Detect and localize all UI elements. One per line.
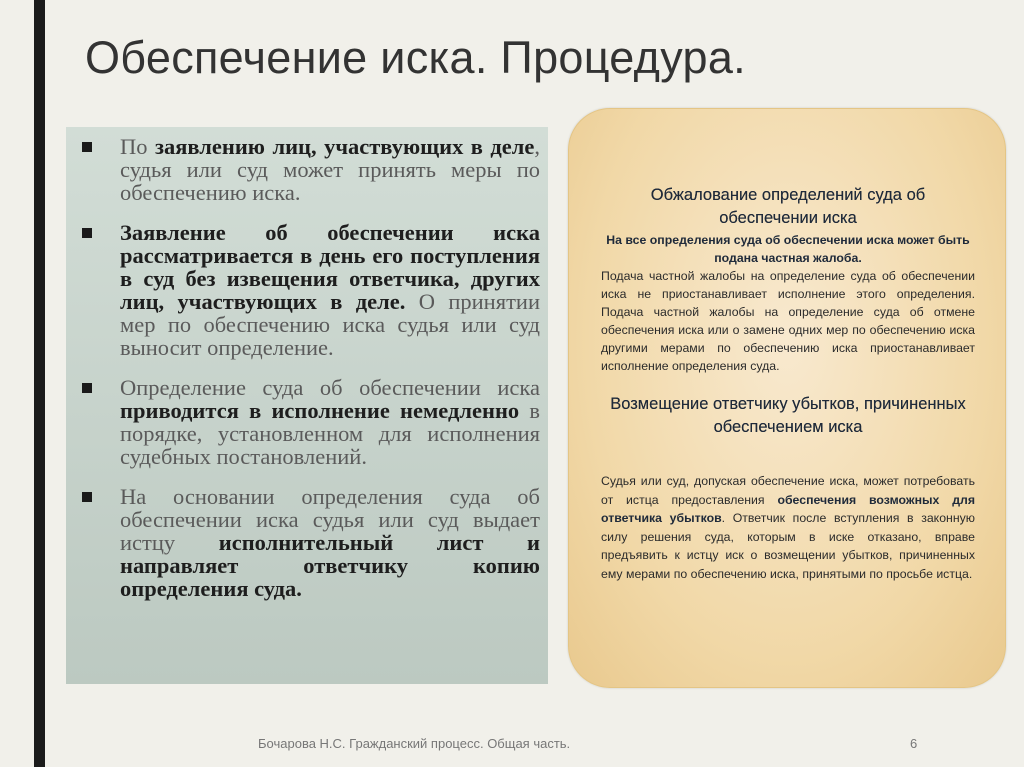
bullet-text: О принятии мер по обеспечению иска судья или суд выносит определение. bbox=[120, 289, 540, 360]
bullet-item bbox=[80, 485, 540, 600]
bullet-text-bold: Заявление об обеспечении иска рассматривается в день его поступления в суд без извещения ответчика, других лиц, участвующих в деле. bbox=[120, 220, 540, 314]
square-bullet-icon bbox=[82, 228, 92, 238]
square-bullet-icon bbox=[82, 383, 92, 393]
square-bullet-icon bbox=[82, 142, 92, 152]
damages-text bbox=[601, 472, 975, 583]
page-number: 6 bbox=[910, 736, 918, 751]
footer-text: Бочарова Н.С. Гражданский процесс. Общая часть. bbox=[258, 736, 571, 751]
damages-text-part-c: . Ответчик после вступления в законную силу решения суда, которым в иске отказано, вправе предъявить к истцу иск о возмещении убытков, причиненных ему мерами по обеспечению иска, принятыми по просьбе истца. bbox=[601, 511, 975, 581]
bullet-text-bold: приводится в исполнение немедленно bbox=[120, 398, 520, 423]
left-accent-bar bbox=[34, 0, 45, 767]
square-bullet-icon bbox=[82, 492, 92, 502]
appeal-heading: Обжалование определений суда об обеспечении иска bbox=[650, 186, 926, 227]
right-info-panel bbox=[568, 108, 1006, 688]
damages-text-part-a: Судья или суд, допуская обеспечение иска, может потребовать от истца предоставления bbox=[601, 474, 975, 507]
bullet-text: По bbox=[120, 134, 155, 159]
appeal-text: Подача частной жалобы на определение суда об обеспечении иска не приостанавливает исполнение этого определения. Подача частной жалобы на определение суда об отмене обеспечения иска или о замене одних мер по обеспечению иска другими мерами по обеспечению иска приостанавливает исполнение определения суда. bbox=[601, 269, 975, 373]
damages-text-bold: обеспечения возможных для ответчика убытков bbox=[601, 492, 975, 525]
bullet-text: , судья или суд может принять меры по обеспечению иска. bbox=[120, 134, 540, 205]
bullet-text: в порядке, установленном для исполнения судебных постановлений. bbox=[120, 398, 541, 469]
damages-heading: Возмещение ответчику убытков, причиненных обеспечением иска bbox=[610, 395, 966, 436]
bullet-item bbox=[80, 221, 540, 359]
bullet-item bbox=[80, 376, 540, 468]
bullet-text: Определение суда об обеспечении иска bbox=[120, 375, 540, 400]
bullet-text: На основании определения суда об обеспечении иска судья или суд выдает истцу bbox=[120, 484, 540, 555]
appeal-subheading: На все определения суда об обеспечении иска может быть подана частная жалоба. bbox=[606, 233, 970, 265]
left-text-panel bbox=[66, 127, 548, 684]
bullet-text-bold: заявлению лиц, участвующих в деле bbox=[154, 134, 535, 159]
bullet-list bbox=[80, 135, 540, 600]
bullet-item bbox=[80, 135, 540, 204]
page-title: Обеспечение иска. Процедура. bbox=[85, 32, 746, 83]
bullet-text-bold: исполнительный лист и направляет ответчику копию определения суда. bbox=[120, 530, 540, 601]
